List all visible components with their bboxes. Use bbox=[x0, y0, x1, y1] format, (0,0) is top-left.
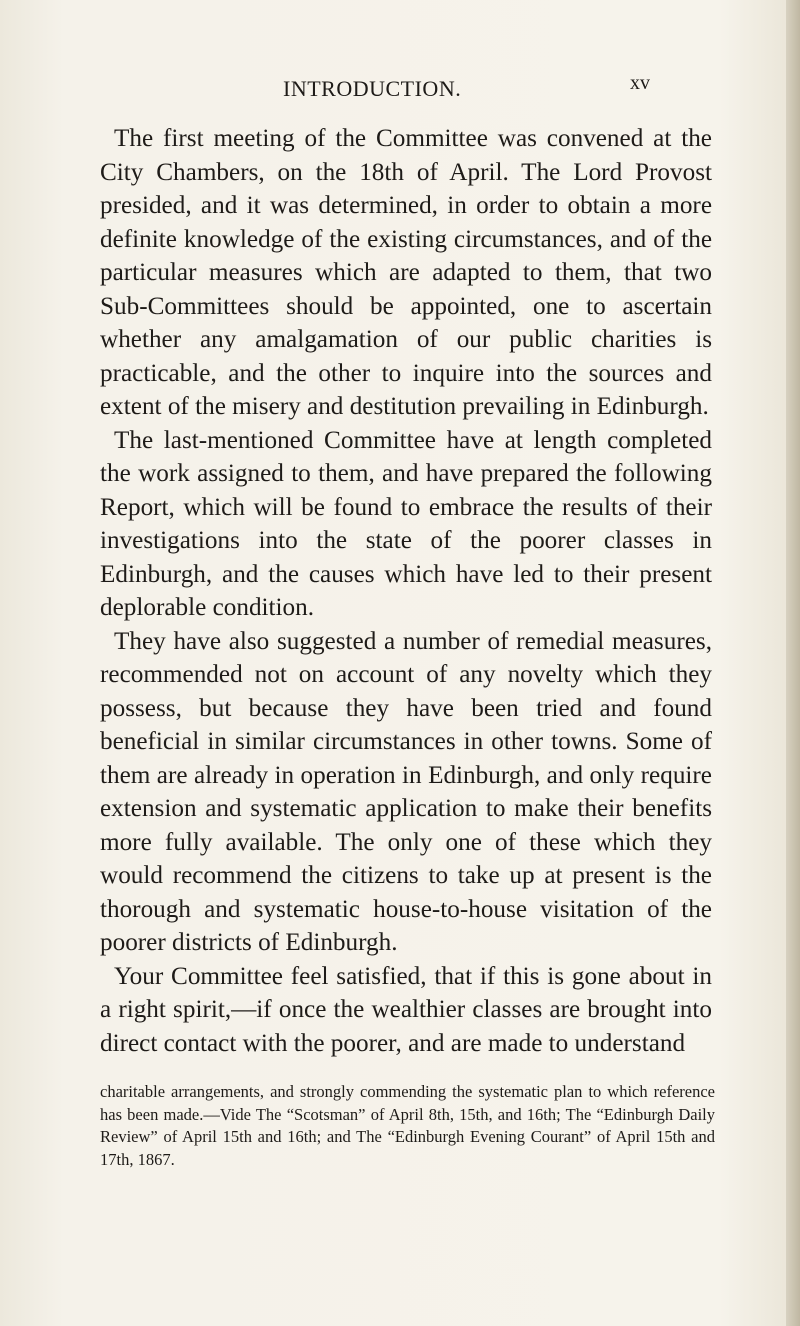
paragraph-1: The first meeting of the Committee was convened at the City Chambers, on the 18th of April. The Lord Provost presided, and it was determined, in order to obtain a more definite knowledge of the existing circumstances, and of the particular measures which are adapted to them, that two Sub-Committees should be appointed, one to ascertain whether any amalgamation of our public charities is practicable, and the other to inquire into the sources and extent of the misery and destitution prevailing in Edinburgh. bbox=[100, 125, 712, 420]
running-title: INTRODUCTION. bbox=[283, 76, 462, 101]
page-number: xv bbox=[630, 72, 650, 94]
page-edge-shadow bbox=[786, 0, 800, 1326]
footnote-text: charitable arrangements, and strongly commending the systematic plan to which reference has been made.—Vide The “Scotsman” of April 8th, 15th, and 16th; The “Edinburgh Daily Review” of April 15th and 16th; and The “Edinburgh Evening Courant” of April 15th and 17th, 1867. bbox=[100, 1082, 715, 1169]
paragraph-2: The last-mentioned Committee have at length completed the work assigned to them, and have prepared the following Report, which will be found to embrace the results of their investigations into the state of the poorer classes in Edinburgh, and the causes which have led to their present deplorable condition. bbox=[100, 426, 712, 621]
body-text bbox=[100, 122, 712, 1060]
page-header bbox=[100, 72, 730, 106]
paragraph-4: Your Committee feel satisfied, that if this is gone about in a right spirit,—if once the wealthier classes are brought into direct contact with the poorer, and are made to understand bbox=[100, 962, 712, 1057]
paragraph-3: They have also suggested a number of remedial measures, recommended not on account of any novelty which they possess, but because they have been tried and found beneficial in similar circumstances in other towns. Some of them are already in operation in Edinburgh, and only require extension and systematic application to make their benefits more fully available. The only one of these which they would recommend the citizens to take up at present is the thorough and systematic house-to-house visitation of the poorer districts of Edinburgh. bbox=[100, 627, 712, 956]
footnote bbox=[100, 1081, 715, 1171]
